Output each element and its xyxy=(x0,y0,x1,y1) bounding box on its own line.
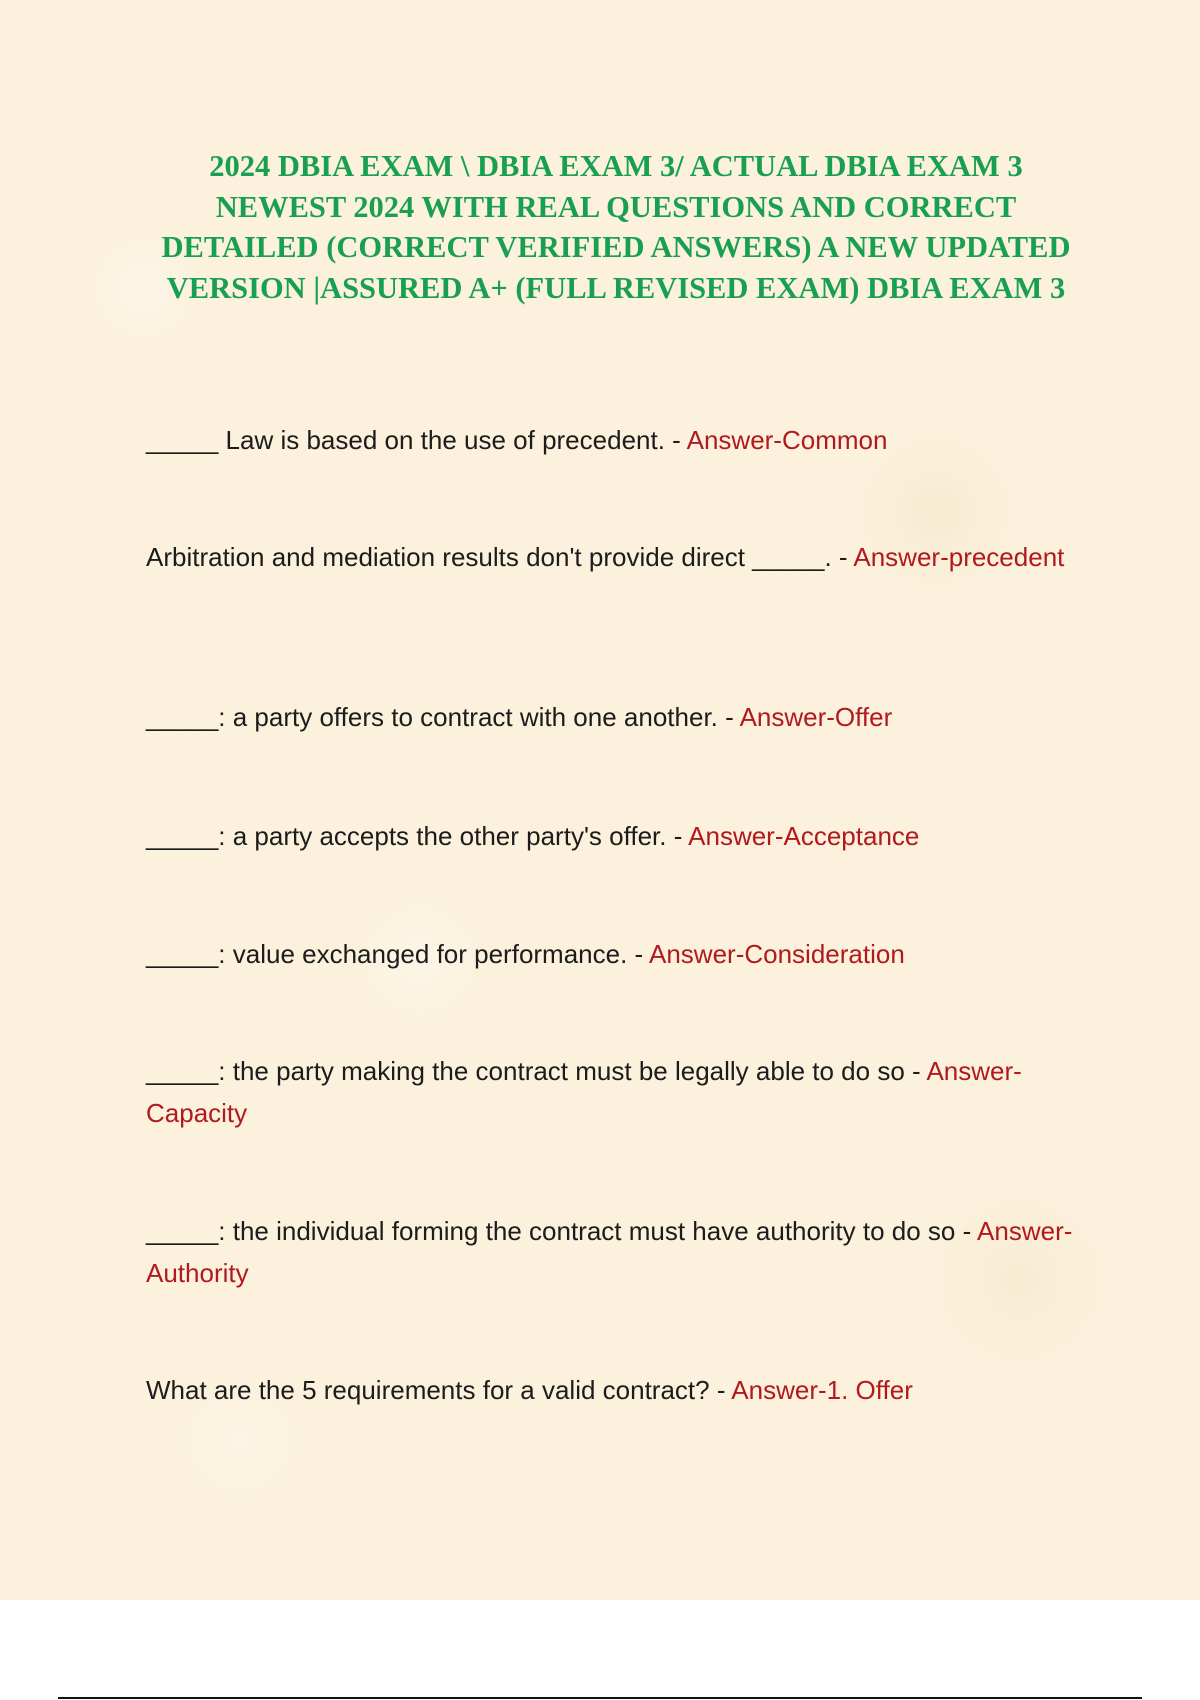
question-text: _____: value exchanged for performance. - xyxy=(146,939,649,969)
answer-text: Answer-Capacity xyxy=(146,1056,1022,1128)
answer-text: Answer-Acceptance xyxy=(688,821,920,851)
answer-text: Answer-1. Offer xyxy=(731,1375,913,1405)
qa-item-acceptance xyxy=(146,815,1086,857)
answer-text: Answer-precedent xyxy=(853,542,1065,572)
question-text: _____: the individual forming the contract must have authority to do so - xyxy=(146,1216,978,1246)
answer-text: Answer-Authority xyxy=(146,1216,1073,1288)
question-text: What are the 5 requirements for a valid contract? - xyxy=(146,1375,732,1405)
qa-item-capacity xyxy=(146,1050,1086,1134)
question-text: Arbitration and mediation results don't provide direct _____. - xyxy=(146,542,854,572)
qa-item-common-law xyxy=(146,419,1086,461)
answer-text: Answer-Consideration xyxy=(649,939,905,969)
answer-text: Answer-Common xyxy=(686,425,888,455)
question-text: _____ Law is based on the use of precedent. - xyxy=(146,425,687,455)
qa-item-offer xyxy=(146,696,1086,738)
question-text: _____: a party accepts the other party's offer. - xyxy=(146,821,689,851)
qa-item-consideration xyxy=(146,933,1086,975)
question-text: _____: the party making the contract must be legally able to do so - xyxy=(146,1056,927,1086)
qa-item-precedent xyxy=(146,536,1086,578)
document-title: 2024 DBIA EXAM \ DBIA EXAM 3/ ACTUAL DBIA EXAM 3 NEWEST 2024 WITH REAL QUESTIONS AND CORRECT DETAILED (CORRECT VERIFIED ANSWERS) A NEW UPDATED VERSION |ASSURED A+ (FULL REVISED EXAM) DBIA EXAM 3 xyxy=(161,149,1071,305)
question-text: _____: a party offers to contract with one another. - xyxy=(146,702,740,732)
answer-text: Answer-Offer xyxy=(739,702,893,732)
qa-item-requirements xyxy=(146,1369,1086,1411)
footer-divider xyxy=(58,1697,1142,1699)
qa-item-authority xyxy=(146,1210,1086,1294)
